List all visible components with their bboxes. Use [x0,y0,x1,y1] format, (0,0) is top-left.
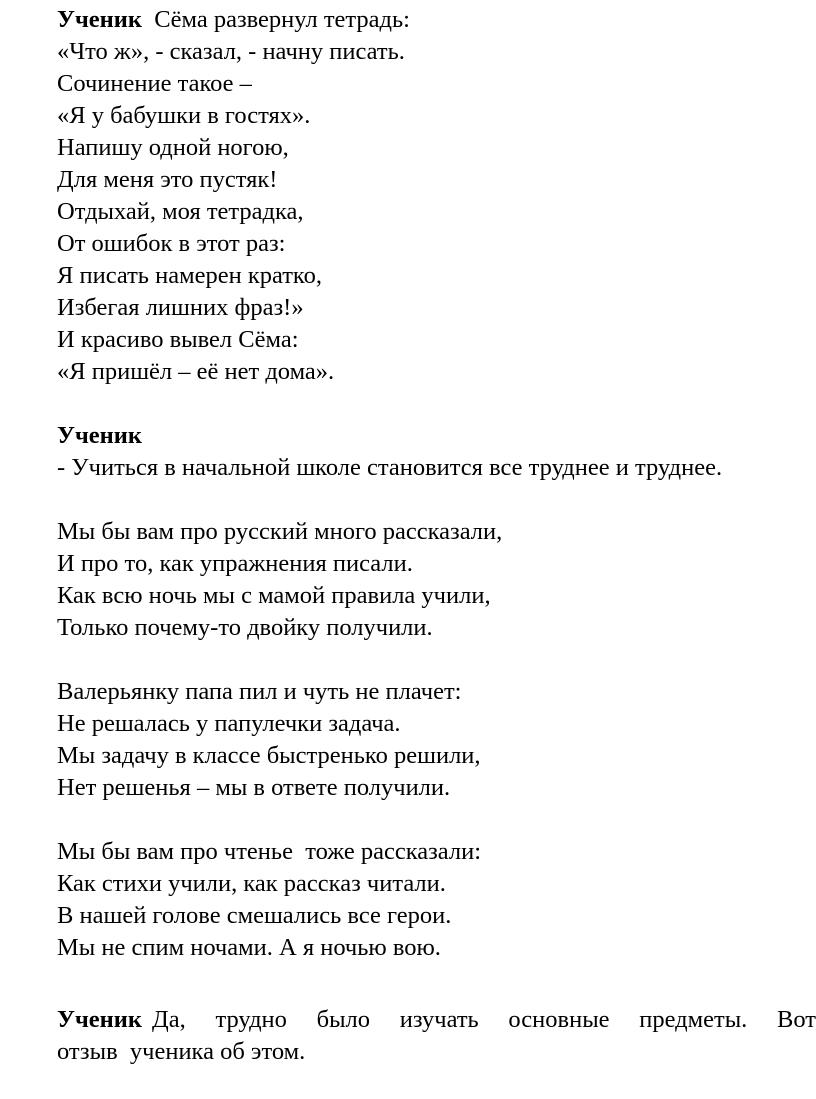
verse-line: Я писать намерен кратко, [57,262,322,289]
verse-line: Мы бы вам про чтенье тоже рассказали: [57,838,482,865]
verse-line: Сочинение такое – [57,70,252,97]
speaker-label: Ученик [57,6,143,33]
closing-paragraph-line [57,1004,816,1036]
verse-line: Как стихи учили, как рассказ читали. [57,870,446,897]
verse-line: И про то, как упражнения писали. [57,550,413,577]
verse-line: Мы бы вам про русский много рассказали, [57,518,503,545]
verse-line: Только почему-то двойку получили. [57,614,433,641]
verse-line: Как всю ночь мы с мамой правила учили, [57,582,491,609]
speaker-label: Ученик [57,1006,143,1033]
verse-line: Для меня это пустяк! [57,166,278,193]
verse-line: Напишу одной ногою, [57,134,289,161]
verse-line: В нашей голове смешались все герои. [57,902,452,929]
closing-text: отзыв ученика об этом. [57,1038,306,1065]
verse-line: Валерьянку папа пил и чуть не плачет: [57,678,462,705]
intro-line: - Учиться в начальной школе становится все труднее и труднее. [57,454,723,481]
verse-line: Избегая лишних фраз!» [57,294,304,321]
verse-line: Не решалась у папулечки задача. [57,710,401,737]
verse-line: Мы не спим ночами. А я ночью вою. [57,934,441,961]
verse-line: Сёма развернул тетрадь: [154,6,410,33]
first-line [57,4,410,36]
speaker-label: Ученик [57,422,143,449]
verse-line: «Что ж», - сказал, - начну писать. [57,38,405,65]
closing-text: Да, трудно было изучать основные предметы. Вот [152,1006,816,1033]
verse-line: И красиво вывел Сёма: [57,326,299,353]
verse-line: «Я пришёл – её нет дома». [57,358,335,385]
verse-line: Отдыхай, моя тетрадка, [57,198,304,225]
verse-line: Мы задачу в классе быстренько решили, [57,742,481,769]
verse-line: «Я у бабушки в гостях». [57,102,311,129]
verse-line: От ошибок в этот раз: [57,230,286,257]
verse-line: Нет решенья – мы в ответе получили. [57,774,451,801]
